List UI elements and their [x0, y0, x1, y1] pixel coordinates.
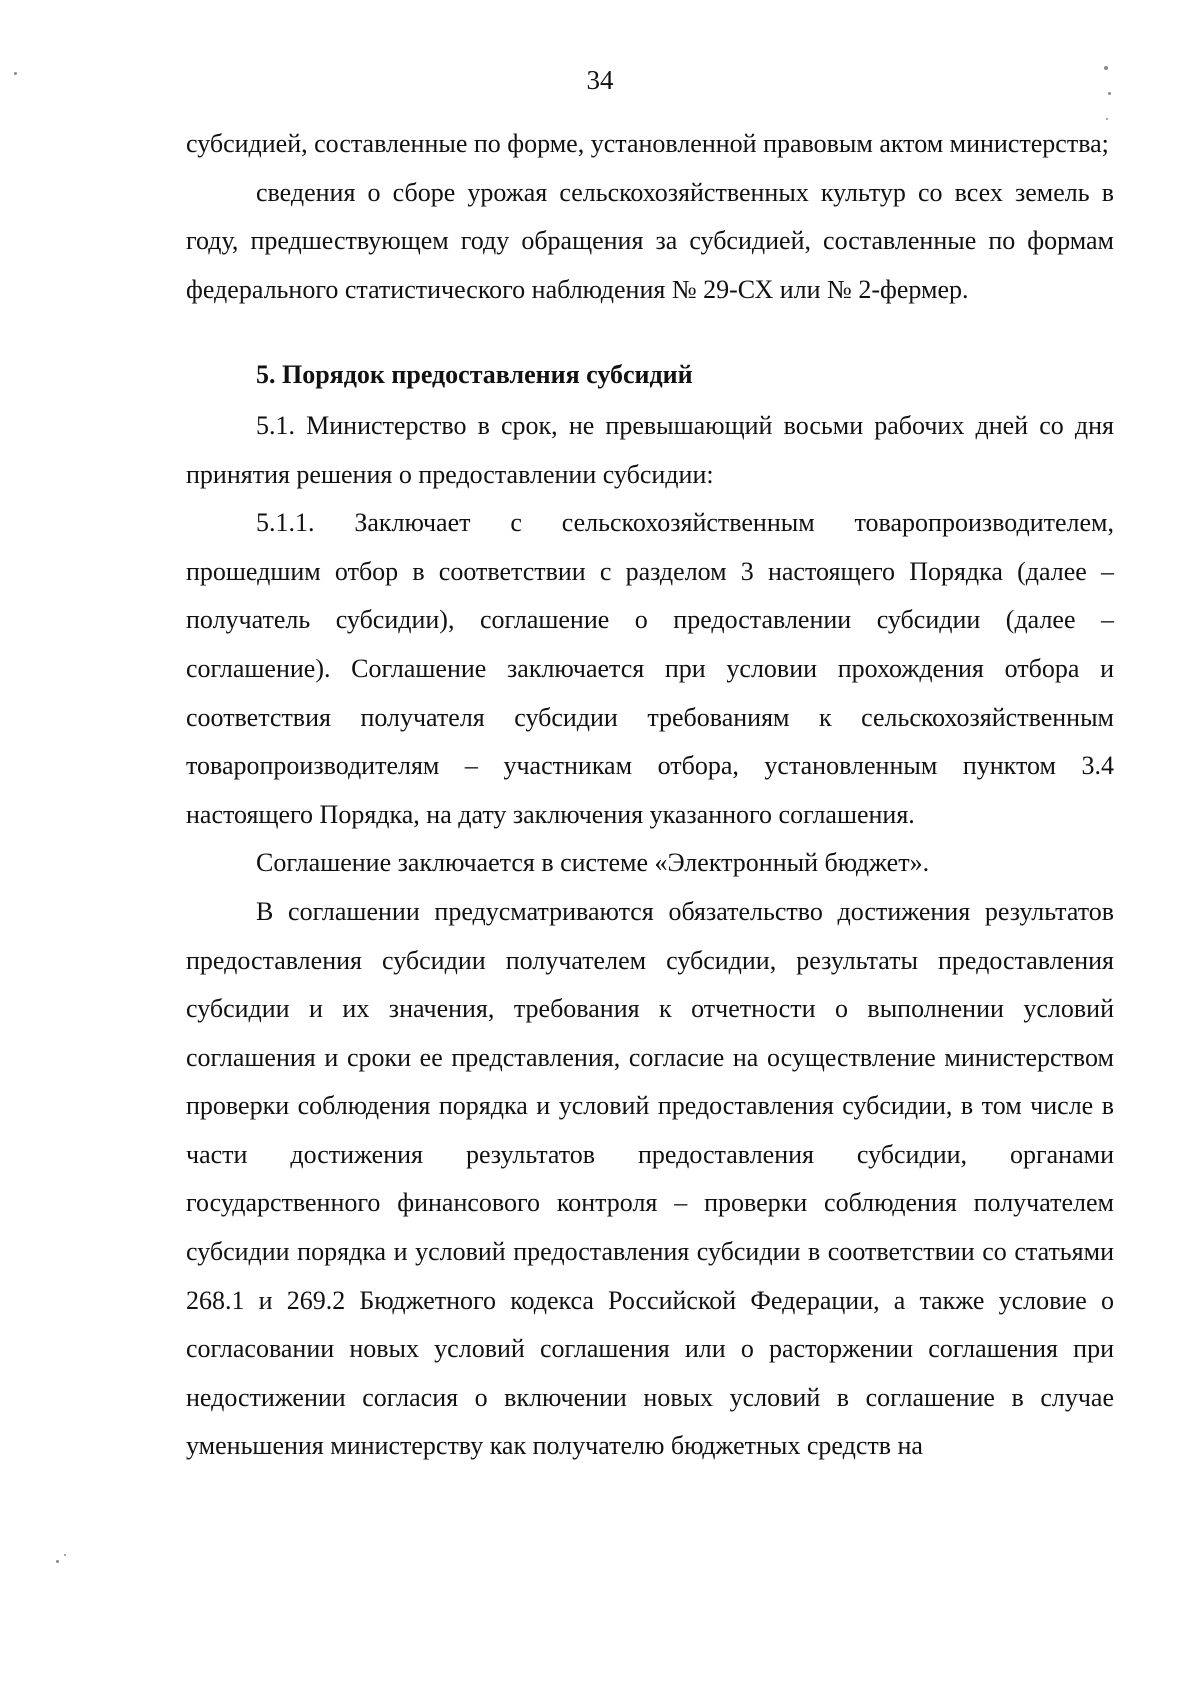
scan-artifact-dot	[56, 1560, 59, 1563]
page-number: 34	[586, 65, 614, 95]
paragraph-agreement-terms: В соглашении предусматриваются обязательство достижения результатов предоставления субсидии получателем субсидии, результаты предоставления субсидии и их значения, требования к отчетности о выполнении условий соглашения и сроки ее представления, согласие на осуществление министерством проверки соблюдения порядка и условий предоставления субсидии, в том числе в части достижения результатов предоставления субсидии, органами государственного финансового контроля – проверки соблюдения получателем субсидии порядка и условий предоставления субсидии в соответствии со статьями 268.1 и 269.2 Бюджетного кодекса Российской Федерации, а также условие о согласовании новых условий соглашения или о расторжении соглашения при недостижении согласия о включении новых условий в соглашение в случае уменьшения министерству как получателю бюджетных средств на	[186, 896, 1114, 1461]
section-heading: 5. Порядок предоставления субсидий	[256, 360, 693, 390]
paragraph-harvest-info: сведения о сборе урожая сельскохозяйственных культур со всех земель в году, предшествующем году обращения за субсидией, составленные по формам федерального статистического наблюдения № 29-СХ или № 2-фермер.	[186, 177, 1114, 304]
paragraph-5-1: 5.1. Министерство в срок, не превышающий восьми рабочих дней со дня принятия решения о предоставлении субсидии:	[186, 410, 1114, 489]
scan-artifact-dot	[64, 1554, 66, 1556]
page-body	[186, 120, 1114, 1471]
paragraph-5-1-1: 5.1.1. Заключает с сельскохозяйственным товаропроизводителем, прошедшим отбор в соответствии с разделом 3 настоящего Порядка (далее – получатель субсидии), соглашение о предоставлении субсидии (далее – соглашение). Соглашение заключается при условии прохождения отбора и соответствия получателя субсидии требованиям к сельскохозяйственным товаропроизводителям – участникам отбора, установленным пунктом 3.4 настоящего Порядка, на дату заключения указанного соглашения.	[186, 508, 1114, 829]
scan-artifact-dot	[1104, 66, 1108, 70]
scan-artifact-dot	[14, 72, 17, 75]
scan-artifact-dot	[1108, 92, 1111, 95]
paragraph-electronic-budget: Соглашение заключается в системе «Электронный бюджет».	[256, 848, 930, 878]
paragraph-continuation: субсидией, составленные по форме, установленной правовым актом министерства;	[186, 129, 1109, 158]
scan-artifact-dot	[1106, 118, 1108, 120]
